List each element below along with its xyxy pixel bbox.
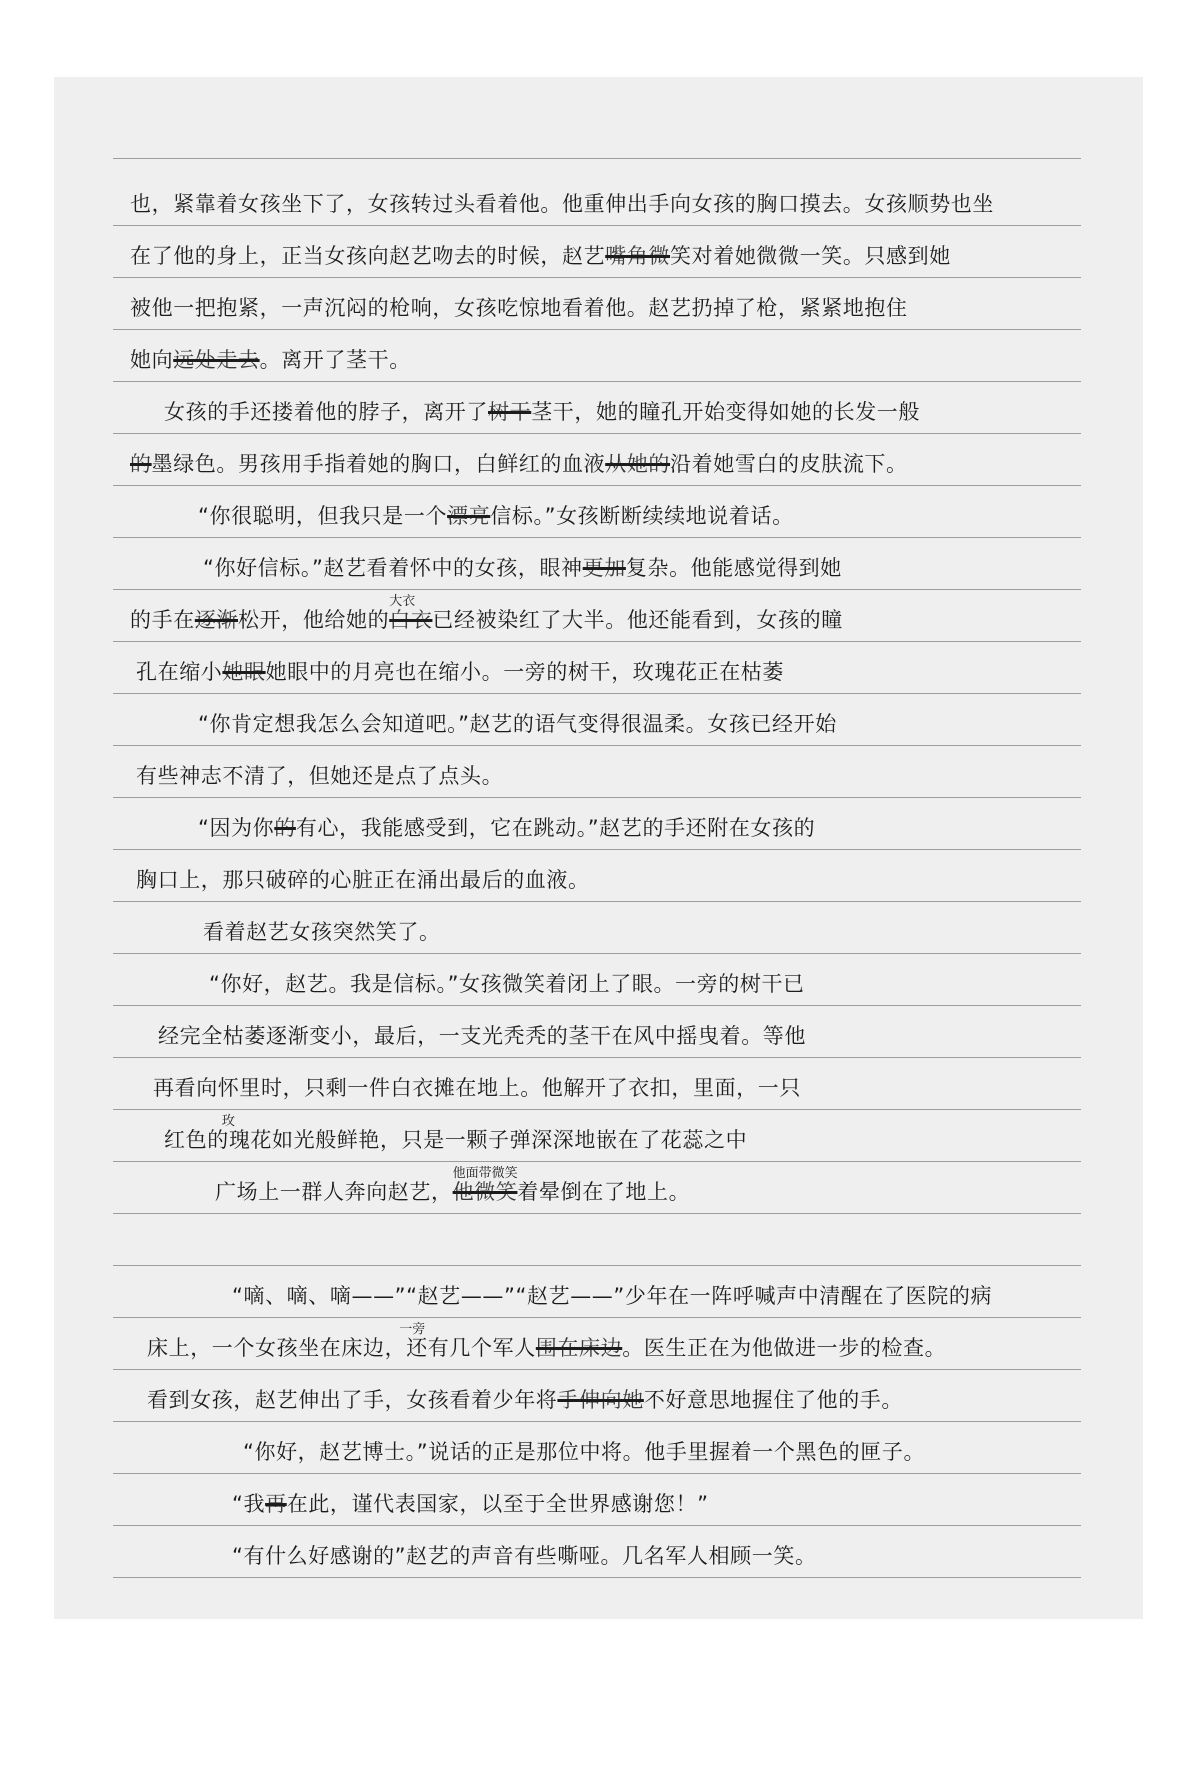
line-text: 胸口上，那只破碎的心脏正在涌出最后的血液。: [136, 868, 590, 892]
line-text: 看着赵艺女孩突然笑了。: [203, 920, 441, 944]
struck-text: 更加: [582, 556, 626, 580]
struck-text: 白衣: [389, 608, 433, 632]
struck-text: 树干: [488, 400, 532, 424]
line-text: “有什么好感谢的”赵艺的声音有些嘶哑。几名军人相顾一笑。: [232, 1544, 817, 1568]
manuscript-line: [113, 642, 1081, 694]
struck-text: 再: [265, 1492, 287, 1516]
inserted-annotation: 一旁: [399, 1322, 426, 1337]
manuscript-line: [113, 1422, 1081, 1474]
line-text: “你好信标。”赵艺看着怀中的女孩，眼神: [203, 556, 583, 580]
line-text: “你很聪明，但我只是一个: [198, 504, 448, 528]
manuscript-line: [113, 1370, 1081, 1422]
inserted-annotation: 大衣: [389, 594, 416, 609]
line-text: 笑对着她微微一笑。只感到她: [670, 244, 951, 268]
struck-text: 的: [130, 452, 152, 476]
line-text: 茎干，她的瞳孔开始变得如她的长发一般: [531, 400, 921, 424]
manuscript-line: [113, 902, 1081, 954]
manuscript-line: [113, 1110, 1081, 1162]
manuscript-line: [113, 590, 1081, 642]
line-text: 的手在: [130, 608, 195, 632]
manuscript-line: [113, 538, 1081, 590]
line-text: 信标。”女孩断断续续地说着话。: [490, 504, 794, 528]
line-text: “你好，赵艺博士。”说话的正是那位中将。他手里握着一个黑色的匣子。: [243, 1440, 926, 1464]
manuscript-line: [113, 330, 1081, 382]
manuscript-line: [113, 226, 1081, 278]
line-text: 沿着她雪白的皮肤流下。: [670, 452, 908, 476]
manuscript-line: [113, 486, 1081, 538]
line-text: “嘀、嘀、嘀——”“赵艺——”“赵艺——”少年在一阵呼喊声中清醒在了医院的病: [232, 1284, 993, 1308]
inserted-annotation: 他面带微笑: [452, 1166, 518, 1181]
struck-text: 围在床边: [535, 1336, 623, 1360]
line-text: 墨绿色。男孩用手指着她的胸口，白鲜红的血液: [151, 452, 606, 476]
manuscript-line: [113, 1318, 1081, 1370]
line-text: 松开，他给她的: [238, 608, 390, 632]
manuscript-body: [113, 174, 1081, 1578]
manuscript-line: [113, 1474, 1081, 1526]
line-text: 在了他的身上，正当女孩向赵艺吻去的时候，赵艺: [130, 244, 606, 268]
ruled-line-top: [113, 158, 1081, 159]
line-text: “因为你: [198, 816, 275, 840]
line-text: 。医生正在为他做进一步的检查。: [622, 1336, 947, 1360]
line-text: “我: [232, 1492, 266, 1516]
line-text: 广场上一群人奔向赵艺，: [215, 1180, 453, 1204]
manuscript-line: [113, 1526, 1081, 1578]
line-text: 着晕倒在了地上。: [517, 1180, 691, 1204]
struck-text: 手伸向她: [557, 1388, 644, 1412]
manuscript-line: [113, 694, 1081, 746]
line-text: 再看向怀里时，只剩一件白衣摊在地上。他解开了衣扣，里面，一只: [153, 1076, 801, 1100]
line-text: “你好，赵艺。我是信标。”女孩微笑着闭上了眼。一旁的树干已: [209, 972, 805, 996]
struck-text: 逐渐: [194, 608, 239, 632]
line-text: 孔在缩小: [136, 660, 223, 684]
line-text: 在此，谨代表国家，以至于全世界感谢您！”: [286, 1492, 709, 1516]
manuscript-line: [113, 1266, 1081, 1318]
manuscript-line: [113, 850, 1081, 902]
manuscript-line: [113, 1162, 1081, 1214]
paper-sheet: [54, 77, 1143, 1619]
line-text: 红色的: [164, 1128, 229, 1152]
line-text: 。离开了茎干。: [259, 348, 411, 372]
struck-text: 嘴角微: [605, 244, 671, 268]
line-text: 床上，一个女孩坐在床边，: [147, 1336, 407, 1360]
line-text: 已经被染红了大半。他还能看到，女孩的瞳: [432, 608, 843, 632]
line-text: 还有几个军人: [406, 1336, 536, 1360]
line-text: 复杂。他能感觉得到她: [625, 556, 842, 580]
ruled-line-blank: [113, 1214, 1081, 1266]
struck-text: 的: [274, 816, 296, 840]
line-text: 经完全枯萎逐渐变小，最后，一支光秃秃的茎干在风中摇曳着。等他: [158, 1024, 806, 1048]
line-text: 她眼中的月亮也在缩小。一旁的树干，玫瑰花正在枯萎: [265, 660, 785, 684]
manuscript-line: [113, 954, 1081, 1006]
manuscript-line: [113, 746, 1081, 798]
inserted-annotation: 玫: [221, 1114, 235, 1129]
struck-text: 从她的: [605, 452, 671, 476]
line-text: 女孩的手还搂着他的脖子，离开了: [164, 400, 488, 424]
line-text: “你肯定想我怎么会知道吧。”赵艺的语气变得很温柔。女孩已经开始: [198, 712, 837, 736]
line-text: 瑰花如光般鲜艳，只是一颗子弹深深地嵌在了花蕊之中: [228, 1128, 748, 1152]
struck-text: 她眼: [222, 660, 266, 684]
line-text: 也，紧靠着女孩坐下了，女孩转过头看着他。他重伸出手向女孩的胸口摸去。女孩顺势也坐: [130, 192, 994, 216]
line-text: 看到女孩，赵艺伸出了手，女孩看着少年将: [147, 1388, 558, 1412]
line-text: 不好意思地握住了他的手。: [643, 1388, 904, 1412]
line-text: 被他一把抱紧，一声沉闷的枪响，女孩吃惊地看着他。赵艺扔掉了枪，紧紧地抱住: [130, 296, 908, 320]
manuscript-line: [113, 1058, 1081, 1110]
line-text: 有心，我能感受到，它在跳动。”赵艺的手还附在女孩的: [295, 816, 816, 840]
struck-text: 漂亮: [447, 504, 491, 528]
manuscript-line: [113, 278, 1081, 330]
struck-text: 远处走去: [173, 348, 260, 372]
line-text: 有些神志不清了，但她还是点了点头。: [136, 764, 504, 788]
struck-text: 他微笑: [452, 1180, 518, 1204]
manuscript-line: [113, 798, 1081, 850]
manuscript-line: [113, 434, 1081, 486]
line-text: 她向: [130, 348, 174, 372]
manuscript-line: [113, 382, 1081, 434]
manuscript-line: [113, 1006, 1081, 1058]
manuscript-line: [113, 174, 1081, 226]
